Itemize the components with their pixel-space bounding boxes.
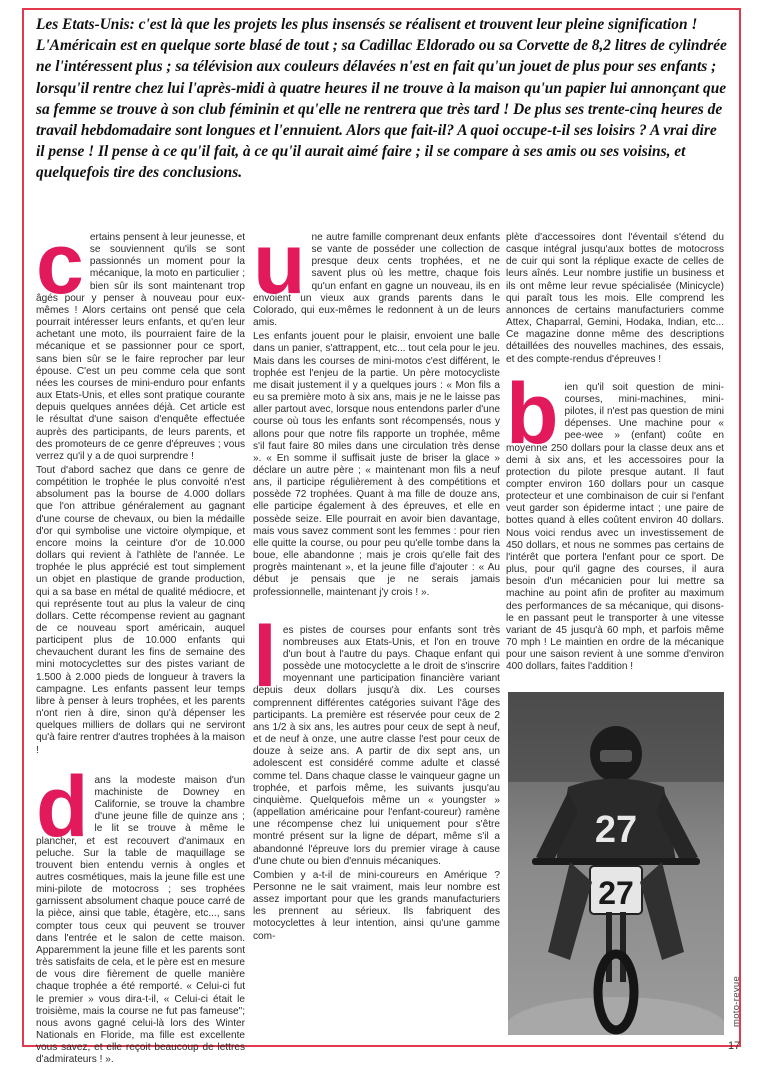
fork-right bbox=[620, 912, 626, 982]
paragraph: plète d'accessoires dont l'éventail s'étend du casque intégral jusqu'aux bottes de motocross de cuir qui sont la réplique exacte de celles de leurs aînés. Leur nombre justifie un business et ils ont même leur revue spécialisée (Minicycle) qui paraît tous les mois. Elle comprend les annonces de certains manufacturiers comme Attex, Chaparral, Gemini, Hodaka, Indian, etc... Ce magazine donne même des descriptions détaillées des nouvelles machines, des essais, et des compte-rendus d'épreuves ! bbox=[506, 232, 724, 365]
column-2 bbox=[253, 216, 500, 945]
paragraph: certains pensent à leur jeunesse, et se souviennent qu'ils se sont passionnés un moment pour la mécanique, la moto en particulier ; bien sûr ils sont maintenant trop âgés pour y penser à nouveau pour eux-mêmes ! Alors certains ont pensé que cela pourrait intéresser leurs enfants, et qu'en leur achetant une moto, ils pourraient faire de la mécanique et se passionner pour ce sport, sans bien sûr se le faire reprocher par leur épouse. C'est un peu comme cela que sont nées les courses de mini-enduro pour enfants aux Etats-Unis, et elles sont pratique courante depuis quelques années déjà. Cet article est le résultat d'une saison d'enquête effectuée auprès des participants, de leurs parents, et des promoteurs de ce genre d'épreuves ; vous verrez qu'il y a de quoi surprendre ! bbox=[36, 216, 245, 462]
rider-illustration bbox=[508, 692, 724, 1035]
drop-cap: u bbox=[253, 216, 306, 312]
column-1 bbox=[36, 216, 245, 1068]
magazine-name-vertical: moto-revue bbox=[731, 975, 742, 1027]
page-number: 17 bbox=[728, 1040, 741, 1052]
paragraph: Les enfants jouent pour le plaisir, envoient une balle dans un panier, s'attrappent, etc... tout cela pour le jeu. Mais dans les courses de mini-motos c'est différent, le trophée est l'enjeu de la partie. Un père motocycliste me disait justement il y a quelques jours : « Mon fils a eu sa première moto à six ans, mais je ne le laisse pas aller partout avec, lorsque nous entendons parler d'une course où tous les enfants sont récompensés, nous y allons pour que notre fils rapporte un trophée, même s'il faut faire 80 miles dans une circulation très dense ». « En somme il suffisait juste de briser la glace » déclare un autre père ; « maintenant mon fils a neuf ans, il participe régulièrement à des compétitions et possède 72 trophées. Quant à ma fille de douze ans, elle participe également à des épreuves, et elle en possède seize. Elle pourrait en avoir bien davantage, mais vous savez comment sont les femmes : pour rien elle quitte la course, ou pour peu qu'elle tombe dans la boue, elle abandonne ; mais je crois qu'elle fait des progrès maintenant », et la jeune fille d'ajouter : « Au début je pensais que je ne serais jamais professionnelle, maintenant j'y crois ! ». bbox=[253, 331, 500, 598]
jersey-number: 27 bbox=[594, 809, 638, 851]
plate-number: 27 bbox=[598, 875, 634, 911]
paragraph: Combien y a-t-il de mini-coureurs en Amérique ? Personne ne le sait vraiment, mais leur nombre est assez important pour que les grands manufacturiers les prennent au sérieux. Ils fabriquent des motocyclettes à leur intention, ainsi qu'une gamme com- bbox=[253, 869, 500, 942]
motocross-photo bbox=[508, 692, 724, 1035]
paragraph: bien qu'il soit question de mini-courses, mini-machines, mini-pilotes, il n'est pas question de mini dépenses. Une machine pour « pee-wee » (enfant) coûte en moyenne 250 dollars pour la classe deux ans et demi à six ans, et les accessoires pour la protection du pilote presque autant. Il faut compter environ 160 dollars pour un casque protecteur et une combinaison de cuir si l'enfant veut garder son épiderme intact ; une paire de bottes quand à elles coûtent environ 40 dollars. Nous voici rendus avec un investissement de 450 dollars, et nous ne sommes pas certains de l'intérêt que portera l'enfant pour ce sport. De plus, pour qu'il gagne des courses, il aura besoin d'un mécanicien pour lui mettre sa machine au point afin de profiter au maximum des performances de sa mécanique, qui disons-le en passant peut le transporter à une vitesse variant de 45 jusqu'à 60 mph, et parfois même 70 mph ! Le maintien en ordre de la mécanique pour une saison revient à une somme d'environ 400 dollars, faites l'addition ! bbox=[506, 365, 724, 673]
drop-cap: c bbox=[36, 216, 84, 312]
handlebar bbox=[532, 858, 700, 865]
paragraph: une autre famille comprenant deux enfants se vante de posséder une collection de presque deux cents trophées, et ne savent plus où les mettre, chaque fois qu'un enfant en gagne un nouveau, ils en envoient un vieux aux grands parents dans le Colorado, qui eux-mêmes le redonnent à un de leurs amis. bbox=[253, 216, 500, 329]
drop-cap: b bbox=[506, 365, 559, 462]
column-3 bbox=[506, 232, 724, 675]
goggles bbox=[600, 750, 632, 762]
drop-cap: l bbox=[253, 608, 277, 705]
fork-left bbox=[606, 912, 612, 982]
paragraph: Tout d'abord sachez que dans ce genre de compétition le trophée le plus convoité n'est absolument pas la bourse de 4.000 dollars que l'on attribue généralement au gagnant d'une course de chevaux, ou bien la médaille d'or qui symbolise une victoire olympique, et encore moins la ceinture d'or de 10.000 dollars qui revient à l'athlète de l'année. Le trophée le plus apprécié est tout simplement un objet en plastique de grande production, qui a sa base en métal de qualité médiocre, et qui représente tout au plus la valeur de cinq dollars. Cette récompense revient au gagnant de ce nouveau sport américain, auquel participent plus de 10.000 enfants qui chevauchent durant les fins de semaine des mini motocyclettes sur des pistes variant de 1.500 à 2.000 pieds de longueur à travers la campagne. Les enfants passent leur temps libre à penser à leurs trophées, et les parents n'ont rien à dire, sinon qu'à dépenser les quelques milliers de dollars qui ne serviront qu'à faire rentrer d'autres trophées à la maison ! bbox=[36, 464, 245, 756]
intro-paragraph: Les Etats-Unis: c'est là que les projets les plus insensés se réalisent et trouvent leur pleine signification ! L'Américain est en quelque sorte blasé de tout ; sa Cadillac Eldorado ou sa Corvette de 8,2 litres de cylindrée ne l'intéressent plus ; sa télévision aux couleurs délavées n'est en fait qu'un jouet de plus pour ses enfants ; lorsqu'il rentre chez lui l'après-midi à quatre heures il ne trouve à la maison qu'un papier lui annonçant que sa femme se trouve à son club féminin et qu'elle ne rentrera que très tard ! De plus ses trente-cinq heures de travail hebdomadaire sont longues et l'ennuient. Alors que fait-il? A quoi occupe-t-il ses loisirs ? A vrai dire il pense ! Il pense à ce qu'il fait, à ce qu'il aurait aimé faire ; il se compare à ses amis ou ses voisins, et quelquefois tire des conclusions. bbox=[36, 16, 727, 182]
drop-cap: d bbox=[36, 758, 89, 855]
paragraph: dans la modeste maison d'un machiniste de Downey en Californie, se trouve la chambre d'une jeune fille de quinze ans ; le lit se trouve à même le plancher, et est recouvert d'animaux en peluche. Sur la table de maquillage se trouvent bien entendu vernis à ongles et autres cosmétiques, mais la jeune fille est une mini-pilote de motocross ; ses trophées garnissent absolument chaque pouce carré de la pièce, ainsi que table, étagère, etc..., sans compter tous ceux qui peuvent se trouver dans l'entrée et le salon de cette maison. Apparemment la jeune fille et les parents sont très satisfaits de cela, et le père est en mesure de vous dire fièrement de quelle manière chaque trophée a été remporté. « Celui-ci fut le premier » vous dira-t-il, « Celui-ci était le troisième, mais la course ne fut pas fameuse"; nous avons gagné celui-là lors des Winter Nationals en Floride, ma fille est excellente vous savez, et elle reçoit beaucoup de lettres d'admirateurs ! ». bbox=[36, 758, 245, 1066]
paragraph: les pistes de courses pour enfants sont très nombreuses aux Etats-Unis, et l'on en trouve d'un bout à l'autre du pays. Chaque enfant qui possède une motocyclette a le droit de s'inscrire moyennant une participation financière variant depuis deux dollars jusqu'à dix. Les courses comprennent différentes catégories suivant l'âge des participants. La première est réservée pour ceux de 2 ans 1/2 à six ans, les autres pour ceux de sept à neuf, et de neuf à onze, une autre classe l'est pour ceux de douze à seize ans. A partir de dix sept ans, un adolescent est considéré comme adulte et classé comme tel. Dans chaque classe le vainqueur gagne un trophée, et parfois même, les suivants jusqu'au cinquième. Quelquefois même un « youngster » (appellation américaine pour l'enfant-coureur) ramène une récompense chez lui uniquement pour s'être montré présent sur la ligne de départ, même s'il a abandonné l'épreuve lors du premier virage à cause d'une chute ou bien d'ennuis mécaniques. bbox=[253, 608, 500, 867]
